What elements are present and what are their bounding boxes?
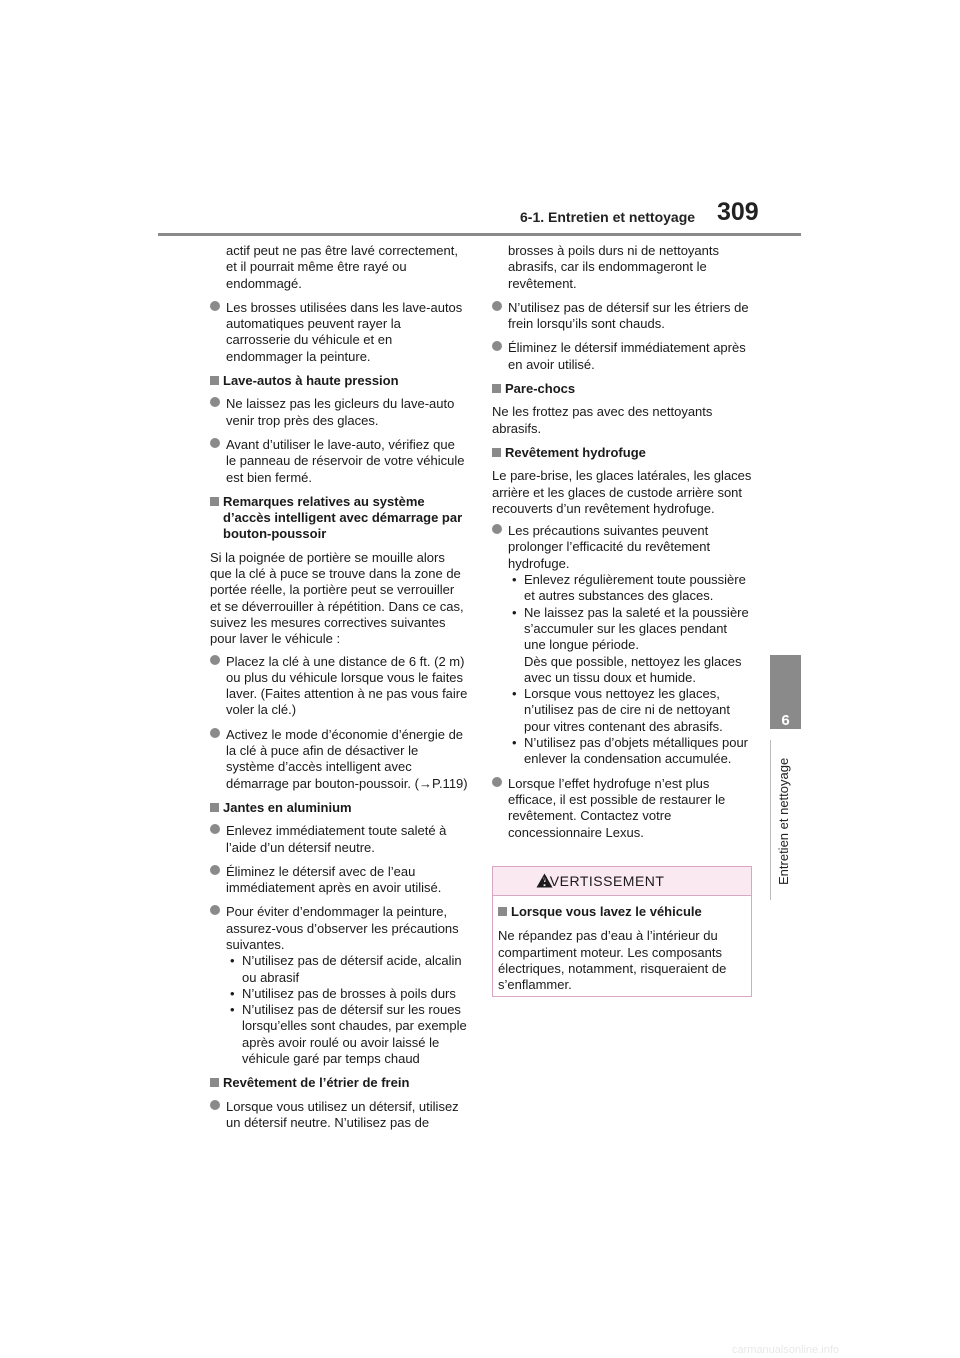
paragraph: actif peut ne pas être lavé correctement, et il pourrait même être rayé ou endommagé.	[226, 243, 458, 291]
bullet-item: Placez la clé à une distance de 6 ft. (2 m) ou plus du véhicule lorsque vous le faites laver. (Faites attention à ne pas vous faire voler la clé.)	[210, 654, 468, 719]
warning-title: AVERTISSEMENT	[541, 873, 665, 889]
bullet-icon	[492, 341, 502, 351]
bullet-icon	[210, 301, 220, 311]
sub-item: • N’utilisez pas de brosses à poils durs	[230, 985, 456, 1001]
watermark: carmanualsonline.info	[732, 1344, 840, 1356]
sub-item: • Lorsque vous nettoyez les glaces, n’utilisez pas de cire ni de nettoyant pour vitres contenant des abrasifs.	[512, 686, 730, 734]
warning-body	[493, 896, 751, 993]
bullet-icon	[492, 777, 502, 787]
warning-header	[493, 867, 751, 896]
square-icon	[210, 803, 219, 812]
warning-box	[492, 866, 752, 997]
bullet-item: Lorsque vous utilisez un détersif, utilisez un détersif neutre. N’utilisez pas de	[210, 1099, 468, 1132]
square-icon	[210, 497, 219, 506]
right-column	[492, 243, 752, 849]
chapter-number: 6	[781, 712, 790, 729]
header-rule	[158, 233, 801, 236]
square-icon	[492, 448, 501, 457]
section-title: 6-1. Entretien et nettoyage	[520, 209, 696, 225]
bullet-icon	[210, 865, 220, 875]
square-icon	[492, 384, 501, 393]
section-heading: Pare-chocs	[492, 381, 752, 397]
sub-item: • Enlevez régulièrement toute poussière et autres substances des glaces.	[512, 572, 746, 604]
page-number: 309	[717, 198, 759, 226]
bullet-item: N’utilisez pas de détersif sur les étriers de frein lorsqu’ils sont chauds.	[492, 300, 752, 333]
paragraph: brosses à poils durs ni de nettoyants abrasifs, car ils endommageront le revêtement.	[508, 243, 720, 291]
chapter-label-box	[770, 740, 802, 900]
sub-list	[210, 953, 468, 1067]
bullet-icon	[210, 438, 220, 448]
sub-item: • N’utilisez pas de détersif sur les roues lorsqu’elles sont chaudes, par exemple après avoir roulé ou avoir laissé le véhicule garé par temps chaud	[230, 1002, 467, 1067]
bullet-icon	[210, 824, 220, 834]
square-icon	[498, 907, 507, 916]
square-icon	[210, 1078, 219, 1087]
bullet-item	[210, 727, 468, 792]
section-heading: Remarques relatives au système d’accès intelligent avec démarrage par bouton-poussoir	[210, 494, 468, 543]
sub-item: • N’utilisez pas de détersif acide, alcalin ou abrasif	[230, 953, 462, 985]
bullet-item: Enlevez immédiatement toute saleté à l’aide d’un détersif neutre.	[210, 823, 468, 856]
paragraph: Le pare-brise, les glaces latérales, les glaces arrière et les glaces de custode arrière sont recouverts d’un revêtement hydrofuge.	[492, 468, 752, 516]
bullet-item: Lorsque l’effet hydrofuge n’est plus efficace, il est possible de restaurer le revêtement. Contactez votre concessionnaire Lexus.	[492, 776, 752, 841]
bullet-icon	[210, 728, 220, 738]
bullet-icon	[210, 1100, 220, 1110]
paragraph: Ne les frottez pas avec des nettoyants abrasifs.	[492, 404, 713, 436]
section-heading: Lave-autos à haute pression	[210, 373, 468, 389]
page-reference-link: Activez le mode d’économie d’énergie de la clé à puce afin de désactiver le système d’accès intelligent avec démarrage par bouton-poussoir. (→P.119)	[226, 726, 468, 791]
square-icon	[210, 376, 219, 385]
bullet-item: Les brosses utilisées dans les lave-autos automatiques peuvent rayer la carrosserie du véhicule et en endommager la peinture.	[210, 300, 468, 365]
bullet-icon	[210, 655, 220, 665]
sub-list	[492, 572, 752, 768]
bullet-item: Pour éviter d’endommager la peinture, assurez-vous d’observer les précautions suivantes.	[210, 904, 468, 953]
warning-text: Ne répandez pas d’eau à l’intérieur du compartiment moteur. Les composants électriques, notamment, risqueraient de s’enflammer.	[498, 928, 727, 993]
section-heading: Revêtement de l’étrier de frein	[210, 1075, 468, 1091]
bullet-icon	[492, 524, 502, 534]
bullet-item: Éliminez le détersif avec de l’eau immédiatement après en avoir utilisé.	[210, 864, 468, 897]
bullet-item: Les précautions suivantes peuvent prolonger l’efficacité du revêtement hydrofuge.	[492, 523, 752, 572]
chapter-label: Entretien et nettoyage	[776, 757, 791, 885]
bullet-icon	[210, 397, 220, 407]
sub-item-continuation: Dès que possible, nettoyez les glaces avec un tissu doux et humide.	[524, 653, 742, 685]
warning-heading: Lorsque vous lavez le véhicule	[498, 904, 746, 920]
sub-item: • Ne laissez pas la saleté et la poussière s’accumuler sur les glaces pendant une longue période.	[512, 604, 749, 653]
section-heading: Revêtement hydrofuge	[492, 445, 752, 461]
bullet-icon	[492, 301, 502, 311]
left-column	[210, 243, 468, 1139]
bullet-icon	[210, 905, 220, 915]
bullet-item: Ne laissez pas les gicleurs du lave-auto venir trop près des glaces.	[210, 396, 468, 429]
paragraph: Si la poignée de portière se mouille alors que la clé à puce se trouve dans la zone de portée réelle, la portière peut se verrouiller et se déverrouiller à répétition. Dans ce cas, suivez les mesures correctives suivantes pour laver le véhicule :	[210, 549, 464, 647]
sub-item: • N’utilisez pas d’objets métalliques pour enlever la condensation accumulée.	[512, 735, 749, 767]
bullet-item: Éliminez le détersif immédiatement après en avoir utilisé.	[492, 340, 752, 373]
section-heading: Jantes en aluminium	[210, 800, 468, 816]
bullet-item: Avant d’utiliser le lave-auto, vérifiez que le panneau de réservoir de votre véhicule est bien fermé.	[210, 437, 468, 486]
